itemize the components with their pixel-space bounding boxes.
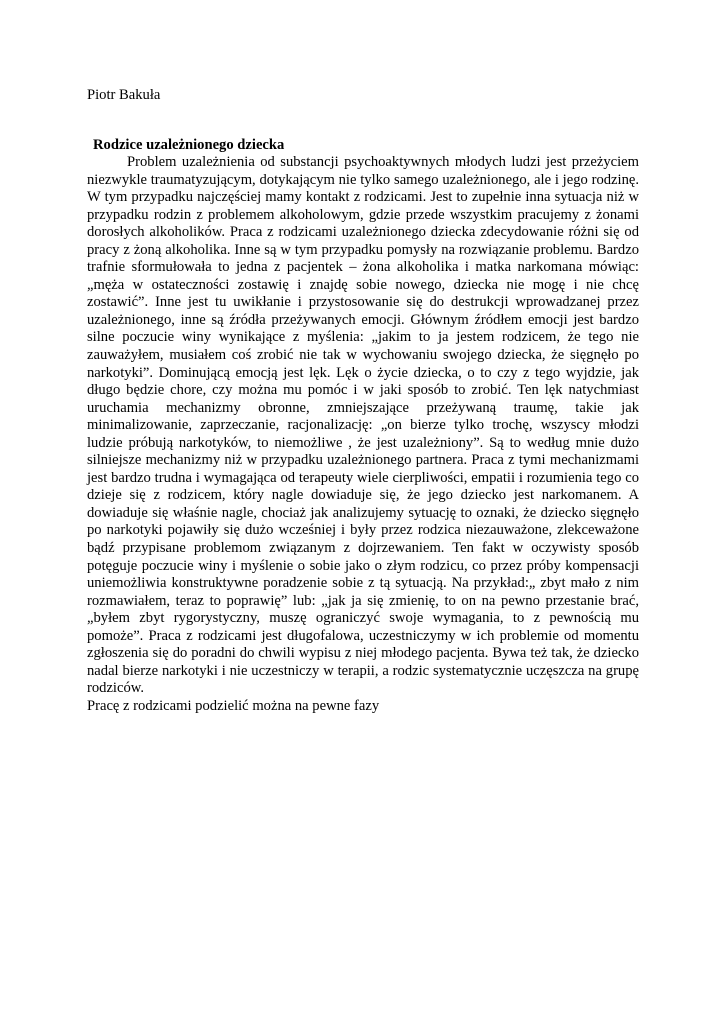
article-body <box>87 154 639 716</box>
author-name: Piotr Bakuła <box>87 87 161 103</box>
closing-line: Pracę z rodzicami podzielić można na pewne fazy <box>87 697 380 714</box>
body-paragraph: Problem uzależnienia od substancji psychoaktywnych młodych ludzi jest przeżyciem niezwykle traumatyzującym, dotykającym nie tylko samego uzależnionego, ale i jego rodzinę. W tym przypadku najczęściej mamy kontakt z rodzicami. Jest to zupełnie inna sytuacja niż w przypadku rodzin z problemem alkoholowym, gdzie przede wszystkim pracujemy z żonami dorosłych alkoholików. Praca z rodzicami uzależnionego dziecka zdecydowanie różni się od pracy z żoną alkoholika. Inne są w tym przypadku pomysły na rozwiązanie problemu. Bardzo trafnie sformułowała to jedna z pacjentek – żona alkoholika i matka narkomana mówiąc: „męża w ostateczności zostawię i znajdę sobie nowego, dziecka nie mogę i nie chcę zostawić”. Inne jest tu uwikłanie i przystosowanie się do destrukcji wprowadzanej przez uzależnionego, inne są źródła przeżywanych emocji. Głównym źródłem emocji jest bardzo silne poczucie winy wynikające z myślenia: „jakim to ja jestem rodzicem, że tego nie zauważyłem, musiałem coś zrobić nie tak w wychowaniu swojego dziecka, że sięgnęło po narkotyki”. Dominującą emocją jest lęk. Lęk o życie dziecka, o to czy z tego wyjdzie, jak długo będzie chore, czy można mu pomóc i w jaki sposób to zrobić. Ten lęk natychmiast uruchamia mechanizmy obronne, zmniejszające przeżywaną traumę, takie jak minimalizowanie, zaprzeczanie, racjonalizację: „on bierze tylko trochę, wszyscy młodzi ludzie próbują narkotyków, to niemożliwe , że jest uzależniony”. Są to według mnie dużo silniejsze mechanizmy niż w przypadku uzależnionego partnera. Praca z tymi mechanizmami jest bardzo trudna i wymagająca od terapeuty wiele cierpliwości, empatii i rozumienia tego co dzieje się z rodzicem, który nagle dowiaduje się, że jego dziecko jest narkomanem. A dowiaduje się właśnie nagle, chociaż jak analizujemy sytuację to oznaki, że dziecko sięgnęło po narkotyki pojawiły się dużo wcześniej i były przez rodzica niezauważone, zlekceważone bądź przypisane problemom związanym z dojrzewaniem. Ten fakt w oczywisty sposób potęguje poczucie winy i myślenie o sobie jako o złym rodzicu, co przez próby kompensacji uniemożliwia konstruktywne poradzenie sobie z tą sytuacją. Na przykład:„ zbyt mało z nim rozmawiałem, teraz to poprawię” lub: „jak ja się zmienię, to on na pewno przestanie brać, „byłem zbyt rygorystyczny, muszę ograniczyć swoje wymagania, to z pewnością mu pomoże”. Praca z rodzicami jest długofalowa, uczestniczymy w ich problemie od momentu zgłoszenia się do poradni do chwili wypisu z niej młodego pacjenta. Bywa też tak, że dziecko nadal bierze narkotyki i nie uczestniczy w terapii, a rodzic systematycznie uczęszcza na grupę rodziców. <box>87 154 639 697</box>
article-title: Rodzice uzależnionego dziecka <box>93 137 285 153</box>
